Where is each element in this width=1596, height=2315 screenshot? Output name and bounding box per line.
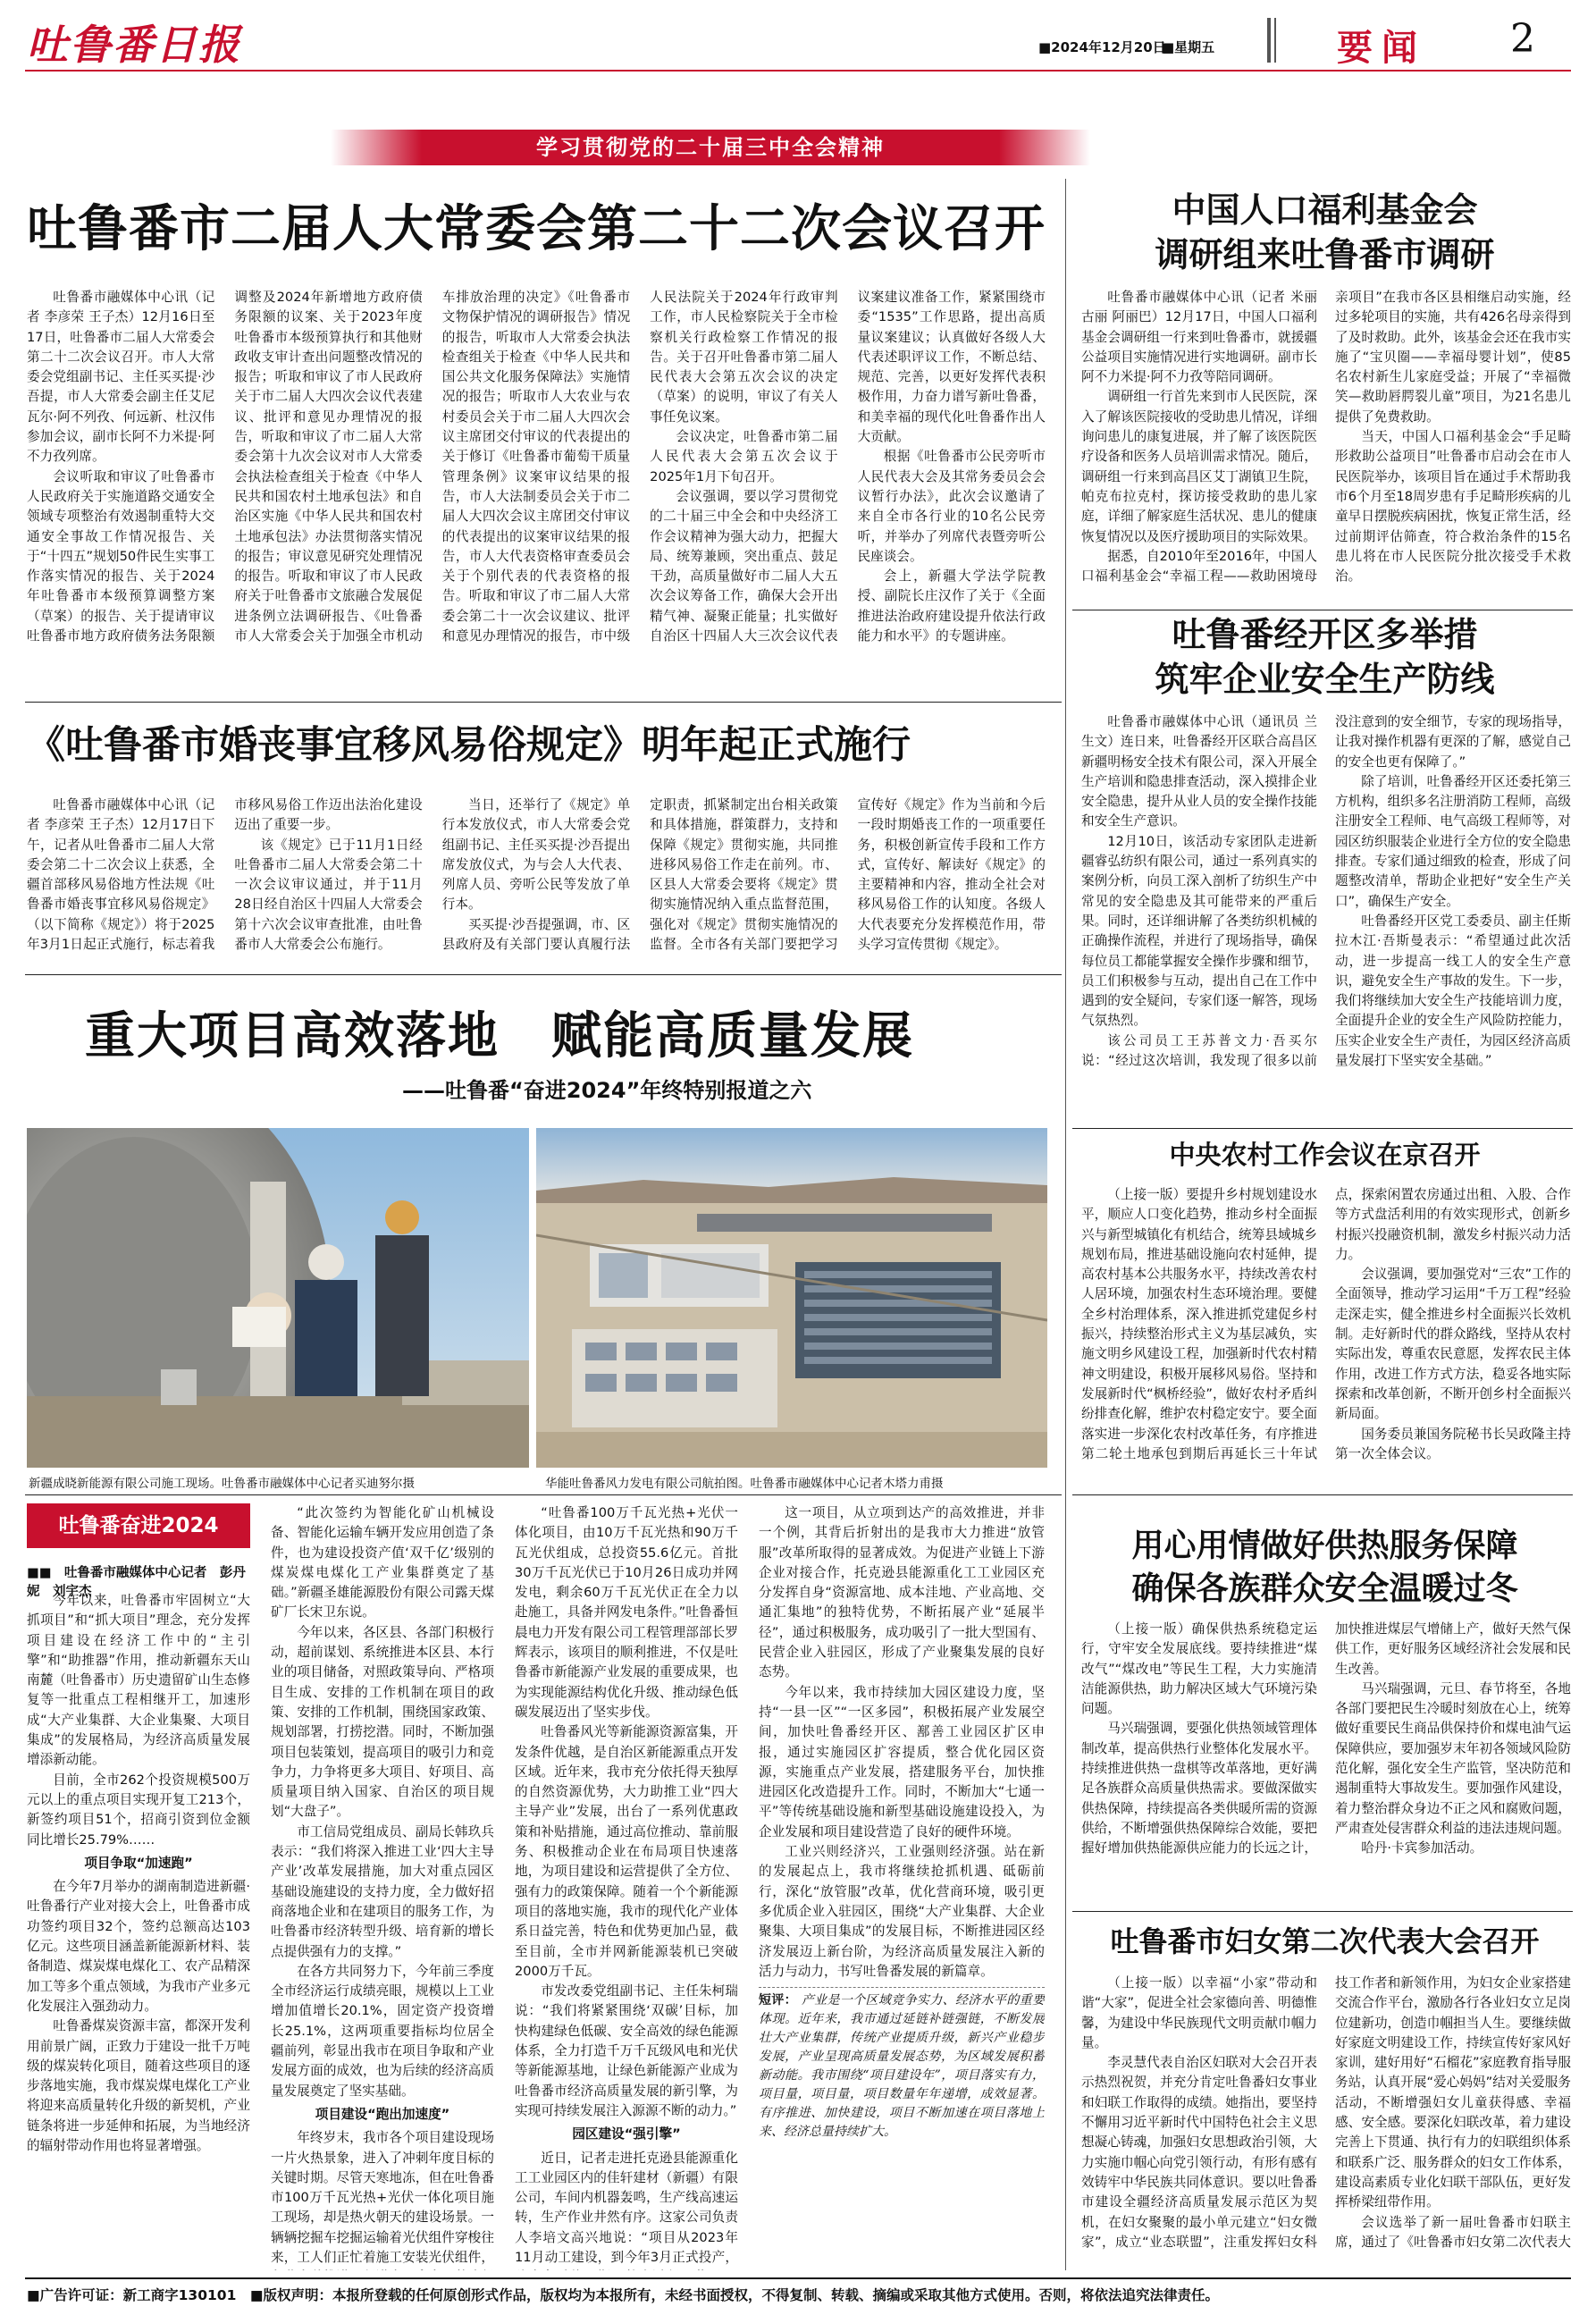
theme-banner bbox=[331, 130, 1090, 165]
article-3-subtitle: ——吐鲁番“奋进2024”年终特别报道之六 bbox=[402, 1078, 812, 1103]
s5-paragraph: 会议选举了新一届吐鲁番市妇联主席，通过了《吐鲁番市妇女第二次代表大 bbox=[1335, 2214, 1571, 2250]
section-name: 要闻 bbox=[1337, 27, 1426, 69]
s3-paragraph: （上接一版）要提升乡村规划建设水平，顺应人口变化趋势，推动乡村全面振兴与新型城镇化有机结合，统筹县域城乡规划布局，推进基础设施向农村延伸，提高农村基本公共服务水平，持续改善农村人居环境，加强农村生态环境治理。要健全乡村治理体系，深入推进抓党建促乡村振兴，持续整治形式主义为基层减负，实施文明乡风建设工程，加强新时代农村精神文明建设，积极开展移风易俗。坚持和发展新时代“枫桥经验”，做好农村矛盾纠纷排查化解，维护农村稳定安宁。要全面落实进一步深化农村改革任务，有序推进第二轮土地承包到期后再延长三十年试点，探索闲置农房通过出租、入股、合作等方式盘活利用的有效实现形式，创新乡村振兴投融资机制，激发乡村振兴动力活力。 bbox=[1081, 1187, 1571, 1461]
right-photo-caption: 华能吐鲁番风力发电有限公司航拍图。吐鲁番市融媒体中心记者木塔力甫摄 bbox=[545, 1477, 944, 1491]
article-1-body bbox=[27, 288, 1046, 694]
left-photo-caption: 新疆成晓新能源有限公司施工现场。吐鲁番市融媒体中心记者买迪努尔摄 bbox=[29, 1477, 415, 1491]
issue-weekday: ■星期五 bbox=[1162, 39, 1215, 55]
a3-paragraph: 吐鲁番煤炭资源丰富，都深开发利用前景广阔，正致力于建设一批千万吨级的煤炭转化项目，随着这些项目的逐步落地实施，我市煤炭煤电煤化工产业将迎来高质量转化升级的新契机，产业链条将进一步延伸和拓展，为当地经济的辐射带动作用也将显著增强。 bbox=[27, 2018, 250, 2154]
a2-paragraph: 当日，还举行了《规定》单行本发放仪式，市人大常委会党组副书记、主任买买提·沙吾提出席发放仪式，为与会人大代表、列席人员、旁听公民等发放了单行本。 bbox=[441, 797, 631, 913]
a1-paragraph: 会议决定，吐鲁番市第二届人民代表大会第五次会议于2025年1月下旬召开。 bbox=[650, 429, 838, 484]
s4-paragraph: 马兴瑞强调，要强化供热领域管理体制改革，提高供热行业整体化发展水平。持续推进供热一盘棋等改革落地，更好满足各族群众高质量供热需求。要做深做实供热保障，持续提高各类供暖所需的资源供给，不断增强供热保障综合效能，要把握好增加供热能源供应能力的长远之计，加快推进煤层气增储上产，做好天然气保供工作，更好服务区域经济社会发展和民生改善。 bbox=[1081, 1621, 1571, 1856]
a3-paragraph: 吐鲁番风光等新能源资源富集，开发条件优越，是自治区新能源重点开发区域。近年来，我市充分依托得天独厚的自然资源优势，大力助推工业“四大主导产业”发展，出台了一系列优惠政策和补贴措施，通过高位推动、靠前服务、积极推动企业在布局项目快速落地，为项目建设和运营提供了全方位、强有力的政策保障。随着一个个新能源项目的落地实施，我市的现代化产业体系日益完善，特色和优势更加凸显，截至目前，全市并网新能源装机已突破2000万千瓦。 bbox=[515, 1724, 738, 1979]
column-tag-text: 吐鲁番奋进2024 bbox=[58, 1514, 219, 1537]
section-divider-2 bbox=[1274, 18, 1276, 63]
page-number: 2 bbox=[1510, 16, 1535, 62]
a3-paragraph: “此次签约为智能化矿山机械设备、智能化运输车辆开发应用创造了条件，也为建设投资产值‘双千亿’级别的煤炭煤电煤化工产业集群奠定了基础。”新疆圣雄能源股份有限公司露天煤矿厂长宋卫东说。 bbox=[271, 1505, 494, 1620]
column-tag bbox=[27, 1503, 250, 1548]
a1-paragraph: 会议听取和审议了吐鲁番市人民政府关于实施道路交通安全领域专项整治有效遏制重特大交通安全事故工作情况报告、关于“十四五”规划50件民生实事工作落实情况的报告、关于2024年吐鲁番市本级预算调整方案（草案）的报告、关于提请审议吐鲁番市地方政府债务法务限额调整及2024年新增地方政府债务限额的议案、关于2023年度吐鲁番市本级预算执行和其他财政收支审计查出问题整改情况的报告；听取和审议了市人民政府关于市二届人大四次会议代表建议、批评和意见办理情况的报告，听取和审议了市二届人大常委会第十九次会议对市人大常委会执法检查组关于检查《中华人民共和国农村土地承包法》和自治区实施《中华人民共和国农村土地承包法》办法贯彻落实情况的报告；审议意见研究处理情况的报告。听取和审议了市人民政府关于吐鲁番市文旅融合发展促进条例立法调研报告、《吐鲁番市人大常委会关于加强全市机动车排放治理的决定》《吐鲁番市文物保护情况的调研报告》情况的报告，听取市人大常委会执法检查组关于检查《中华人民共和国公共文化服务保障法》实施情况的报告；听取市人大农业与农村委员会关于市二届人大四次会议主席团交付审议的代表提出的关于修订《吐鲁番市葡萄干质量管理条例》议案审议结果的报告，市人大法制委员会关于市二届人大四次会议主席团交付审议的代表提出的议案审议结果的报告，市人大代表资格审查委员会关于个别代表的代表资格的报告。听取和审议了市二届人大常委会第二十一次会议建议、批评和意见办理情况的报告，市中级人民法院关于2024年行政审判工作，市人民检察院关于全市检察机关行政检察工作情况的报告。关于召开吐鲁番市第二届人民代表大会第五次会议的决定（草案）的说明，审议了有关人事任免议案。 bbox=[27, 290, 838, 644]
column-divider bbox=[1065, 179, 1066, 2270]
banner-text: 学习贯彻党的二十届三中全会精神 bbox=[536, 135, 885, 160]
s1-paragraph: 当天，中国人口福利基金会“手足畸形救助公益项目”吐鲁番市启动会在市人民医院举办，该项目旨在通过手术帮助我市6个月至18周岁患有手足畸形疾病的儿童早日摆脱疾病困扰，恢复正常生活，经过前期评估筛查，符合救治条件的15名患儿将在市人民医院分批次接受手术救治。 bbox=[1335, 429, 1571, 585]
sidebar-1-title bbox=[1077, 188, 1573, 277]
s2-paragraph: 该公司员工王苏普文力·吾买尔说：“经过这次培训，我发现了很多以前没注意到的安全细节，专家的现场指导，让我对操作机器有更深的了解，感觉自己的安全也更有保障了。” bbox=[1081, 714, 1571, 1069]
divider bbox=[1072, 1494, 1573, 1495]
article-3-byline: ■■ 吐鲁番市融媒体中心记者 彭丹妮 刘宇杰 bbox=[27, 1566, 246, 1599]
commentary-text: 产业是一个区域竞争实力、经济水平的重要体现。近年来，我市通过延链补链强链，不断发展壮大产业集群，传统产业提质升级，新兴产业稳步发展，产业呈现高质量发展态势，为区域发展积蓄新动能。我市围绕“项目建设年”，项目落实有力，项目量，项目量，项目数量年年递增，成效显著。有序推进、加快建设，项目不断加速在项目落地上来、经济总量持续扩大。 bbox=[759, 1993, 1045, 2140]
s1-paragraph: 据悉，自2010年至2016年，中国人口福利基金会“幸福工程——救助困境母亲项目”在我市各区县相继启动实施，经过多轮项目的实施，共有426名母亲得到了及时救助。此外，该基金会还在我市实施了“宝贝圈——幸福母婴计划”，使85名农村新生儿家庭受益；开展了“幸福微笑—救助唇腭裂儿童”项目，为21名患儿提供了免费救助。 bbox=[1081, 290, 1571, 585]
s1-paragraph: 吐鲁番市融媒体中心讯（记者 米丽古丽 阿丽巴）12月17日，中国人口福利基金会调研组一行来到吐鲁番市，就援疆公益项目实施情况进行实地调研。副市长阿不力米提·阿不力孜等陪同调研。 bbox=[1081, 290, 1317, 385]
s2-paragraph: 12月10日，该活动专家团队走进新疆睿弘纺织有限公司，通过一系列真实的案例分析，向员工深入剖析了纺织生产中常见的安全隐患及其可能带来的严重后果。同时，还详细讲解了各类纺织机械的正确操作流程，并进行了现场指导，确保每位员工都能掌握安全操作步骤和细节，员工们积极参与互动，提出自己在工作中遇到的安全疑问，专家们逐一解答，现场气氛热烈。 bbox=[1081, 833, 1317, 1029]
issue-date: ■2024年12月20日 bbox=[1038, 39, 1166, 55]
article-1-title: 吐鲁番市二届人大常委会第二十二次会议召开 bbox=[27, 199, 1046, 258]
sidebar-2-title-line: 筑牢企业安全生产防线 bbox=[1155, 659, 1495, 699]
divider bbox=[25, 1494, 1062, 1495]
sidebar-5-title: 吐鲁番市妇女第二次代表大会召开 bbox=[1110, 1924, 1540, 1958]
s2-paragraph: 除了培训，吐鲁番经开区还委托第三方机构，组织多名注册消防工程师，高级注册安全工程师、电气高级工程师等，对园区纺织服装企业进行全方位的安全隐患排查。专家们通过细致的检查，形成了问题整改清单，帮助企业把好“安全生产关口”，确保生产安全。 bbox=[1335, 773, 1571, 909]
sidebar-1-title-line: 调研组来吐鲁番市调研 bbox=[1155, 234, 1495, 274]
divider bbox=[1072, 1128, 1573, 1129]
article-3-col-1 bbox=[27, 1591, 250, 2270]
s3-paragraph: 会议强调，要加强党对“三农”工作的全面领导，推动学习运用“千万工程”经验走深走实，健全推进乡村全面振兴长效机制。走好新时代的群众路线，坚持从农村实际出发，尊重农民意愿，发挥农民主体作用，改进工作方式方法，稳妥各地实际探索和改革创新，不断开创乡村全面振兴新局面。 bbox=[1335, 1267, 1571, 1422]
masthead bbox=[0, 0, 1596, 72]
a3-paragraph: 近日，记者走进托克逊县能源重化工工业园区内的佳轩建材（新疆）有限公司，车间内机器轰鸣，生产线高速运转，生产作业井然有序。这家公司负责人李培文高兴地说：“项目从2023年11月动工建设，到今年3月正式投产， bbox=[515, 2150, 738, 2265]
a3-paragraph: 今年以来，我市持续加大园区建设力度，坚持“一县一区”“一区多园”，积极拓展产业发展空间，加快吐鲁番经开区、鄯善工业园区扩区申报，通过实施园区扩容提质，整合优化园区资源，实施重点产业发展，搭建服务平台，加快推进园区化改造提升工作。同时，不断加大“七通一平”等传统基础设施和新型基础设施建设投入，为企业发展和项目建设营造了良好的硬件环境。 bbox=[759, 1684, 1045, 1839]
s2-paragraph: 吐鲁番市融媒体中心讯（通讯员 兰生文）连日来，吐鲁番经开区联合高昌区新疆明杨安全技术有限公司，深入开展全生产培训和隐患排查活动，深入摸排企业安全隐患，提升从业人员的安全操作技能和安全生产意识。 bbox=[1081, 714, 1317, 829]
a3-paragraph: 市发改委党组副书记、主任朱柯瑞说：“我们将紧紧围绕‘双碳’目标，加快构建绿色低碳、安全高效的绿色能源体系，全力打造千万千瓦级风电和光伏等新能源基地，让绿色新能源产业成为吐鲁番市经济高质量发展的新引擎，为实现可持续发展注入源源不断的动力。” bbox=[515, 1983, 738, 2118]
article-3-col-4 bbox=[759, 1503, 1045, 2270]
sidebar-4-title-line: 用心用情做好供热服务保障 bbox=[1131, 1527, 1518, 1564]
sidebar-1-title-line: 中国人口福利基金会 bbox=[1172, 189, 1478, 230]
a3-subheading: 项目争取“加速跑” bbox=[84, 1855, 193, 1871]
sidebar-2-body bbox=[1081, 712, 1571, 1124]
a3-subheading: 项目建设“跑出加速度” bbox=[315, 2106, 450, 2122]
sidebar-2-title bbox=[1077, 612, 1573, 702]
aerial-plant-illustration bbox=[536, 1128, 1047, 1468]
s5-paragraph: （上接一版）以幸福“小家”带动和谐“大家”，促进全社会家德向善、明德惟馨，为建设中华民族现代文明贡献巾帼力量。 bbox=[1081, 1975, 1317, 2050]
a2-paragraph: 吐鲁番市融媒体中心讯（记者 李彦荣 王子杰）12月17日下午，记者从吐鲁番市二届人大常委会第二十二次会议上获悉，全疆首部移风易俗地方性法规《吐鲁番市婚丧事宜移风易俗规定》（以下简称《规定》）将于2025年3月1日起正式施行，标志着我市移风易俗工作迈出法治化建设迈出了重要一步。 bbox=[27, 797, 423, 953]
a3-paragraph: 这一项目，从立项到达产的高效推进，并非一个例，其背后折射出的是我市大力推进“放管服”改革所取得的显著成效。为促进产业链上下游企业对接合作，托克逊县能源重化工工业园区充分发挥自身“资源富地、成本洼地、产业高地、交通汇集地”的独特优势，不断拓展产业“延展半径”，通过积极服务，成功吸引了一批大型国有、民营企业入驻园区，形成了产业聚集发展的良好态势。 bbox=[759, 1505, 1045, 1680]
s4-paragraph: 哈丹·卡宾参加活动。 bbox=[1361, 1840, 1483, 1856]
sidebar-3-body bbox=[1081, 1185, 1571, 1480]
sidebar-2-title-line: 吐鲁番经开区多举措 bbox=[1172, 614, 1478, 654]
commentary-title: 短评： bbox=[759, 1993, 798, 2008]
a1-paragraph: 会议强调，要以学习贯彻党的二十届三中全会和中央经济工作会议精神为强大动力，把握大局、统筹兼顾，突出重点、鼓足干劲，高质量做好市二届人大五次会议筹备工作，确保大会开出精气神、凝聚正能量；扎实做好自治区十四届人大三次会议代表议案建议准备工作，紧紧围绕市委“1535”工作思路，提出高质量议案建议；认真做好各级人大代表述职评议工作，不断总结、规范、完善，以更好发挥代表积极作用，力奋力谱写新吐鲁番，和美幸福的现代化吐鲁番作出人大贡献。 bbox=[650, 290, 1046, 644]
a1-paragraph: 吐鲁番市融媒体中心讯（记者 李彦荣 王子杰）12月16日至17日，吐鲁番市二届人大常委会第二十二次会议召开。市人大常委会党组副书记、主任买买提·沙吾提，市人大常委会副主任艾尼瓦尔·阿不列孜、何远新、杜汉伟参加会议，副市长阿不力米提·阿不力孜列席。 bbox=[27, 290, 215, 465]
article-3-col-3 bbox=[515, 1503, 738, 2270]
divider bbox=[1072, 1911, 1573, 1912]
aerial-power-plant-photo bbox=[536, 1128, 1047, 1468]
newspaper-logo: 吐鲁番日报 bbox=[27, 21, 241, 69]
s5-paragraph: 李灵慧代表自治区妇联对大会召开表示热烈祝贺，并充分肯定吐鲁番妇女事业和妇联工作取得的成绩。她指出，要坚持不懈用习近平新时代中国特色社会主义思想凝心铸魂，加强妇女思想政治引领，大力实施巾帼心向党引领行动，有形有感有效铸牢中华民族共同体意识。要以吐鲁番市建设全疆经济高质量发展示范区为契机，在妇女聚聚的最小单元建立“妇女微家”，成立“业态联盟”，注重发挥妇女科技工作者和新领作用，为妇女企业家搭建交流合作平台，激励各行各业妇女立足岗位建新功，创造巾帼担当人生。要继续做好家庭文明建设工作，持续宣传好家风好家训，建好用好“石榴花”家庭教育指导服务站，认真开展“爱心妈妈”结对关爱服务活动，不断增强妇女儿童获得感、幸福感、安全感。要深化妇联改革，着力建设完善上下贯通、执行有力的妇联组织体系和联系广泛、服务群众的妇女工作体系，建设高素质专业化妇联干部队伍，更好发挥桥梁纽带作用。 bbox=[1081, 1975, 1571, 2250]
a2-paragraph: 该《规定》已于11月1日经吐鲁番市二届人大常委会第二十一次会议审议通过，并于11月28日经自治区十四届人大常委会第十六次会议审查批准，由吐鲁番市人大常委会公布施行。 bbox=[234, 837, 423, 953]
construction-site-photo bbox=[27, 1128, 529, 1468]
a1-paragraph: 根据《吐鲁番市公民旁听市人民代表大会及其常务委员会会议暂行办法》，此次会议邀请了来自全市各行业的10名公民旁听，并举办了列席代表暨旁听公民座谈会。 bbox=[857, 449, 1046, 564]
s4-paragraph: （上接一版）确保供热系统稳定运行，守牢安全发展底线。要持续推进“煤改气”“煤改电”等民生工程，大力实施清洁能源供热，助力解决区域大气环境污染问题。 bbox=[1081, 1621, 1317, 1717]
sidebar-3-title: 中央农村工作会议在京召开 bbox=[1169, 1140, 1481, 1170]
a3-paragraph: 今年以来，吐鲁番市牢固树立“大抓项目”和“抓大项目”理念，充分发挥项目建设在经济工作中的“主引擎”和“助推器”作用，推动新疆东天山南麓（吐鲁番市）历史遗留矿山生态修复等一批重点工程相继开工，加速形成“大产业集群、大企业集聚、大项目集成”的发展格局，为经济高质量发展增添新动能。 bbox=[27, 1593, 250, 1768]
sidebar-4-title-line: 确保各族群众安全温暖过冬 bbox=[1131, 1570, 1518, 1607]
article-2-title: 《吐鲁番市婚丧事宜移风易俗规定》明年起正式施行 bbox=[27, 723, 911, 768]
a3-paragraph: 在各方共同努力下，今年前三季度全市经济运行成绩亮眼，规模以上工业增加值增长20.1%，固定资产投资增长25.1%，这两项重要指标均位居全疆前列，彰显出我市在项目争取和产业发展方面的成效，也为后续的经济高质量发展奠定了坚实基础。 bbox=[271, 1963, 494, 2099]
masthead-rule bbox=[25, 70, 1571, 72]
footer-rule bbox=[25, 2277, 1571, 2279]
a1-paragraph: 会上，新疆大学法学院教授、副院长庄汉作了关于《全面推进法治政府建设提升依法行政能力和水平》的专题讲座。 bbox=[857, 568, 1046, 644]
a3-paragraph: 今年以来，各区县、各部门积极行动，超前谋划、系统推进本区县、本行业的项目储备，对照政策导向、严格项目生成、安排的工作机制在项目的政策、安排的工作机制，围绕国家政策、规划部署，打捞挖潜。同时，不断加强项目包装策划，提高项目的吸引力和竞争力，力争将更多大项目、好项目、高质量项目纳入国家、自治区的项目规划“大盘子”。 bbox=[271, 1624, 494, 1820]
a3-paragraph: 在今年7月举办的湖南制造进新疆·吐鲁番行产业对接大会上，吐鲁番市成功签约项目32个，签约总额高达103亿元。这些项目涵盖新能源新材料、装备制造、煤炭煤电煤化工、农产品精深加工等多个重点领域，为我市产业多元化发展注入强劲动力。 bbox=[27, 1879, 250, 2014]
s1-paragraph: 调研组一行首先来到市人民医院，深入了解该医院接收的受助患儿情况，详细询问患儿的康复进展，并了解了该医院医疗设备和医务人员培训需求情况。随后，调研组一行来到高昌区艾丁湖镇卫生院，帕克布拉克村，探访接受救助的患儿家庭，详细了解家庭生活状况、患儿的健康恢复情况以及医疗援助项目的实际效果。 bbox=[1081, 389, 1317, 544]
short-commentary bbox=[759, 1987, 1045, 2142]
a3-paragraph: 市工信局党组成员、副局长韩玖兵表示：“我们将深入推进工业‘四大主导产业’改革发展措施，加大对重点园区基础设施建设的支持力度，全力做好招商落地企业和在建项目的服务工作，为吐鲁番市经济转型升级、培育新的增长点提供强有力的支撑。” bbox=[271, 1823, 494, 1959]
s4-paragraph: 马兴瑞强调，元旦、春节将至，各地各部门要把民生冷暖时刻放在心上，统筹做好重要民生商品供保持价和煤电油气运保障供应，要加强岁末年初各领域风险防范化解，强化安全生产监管，坚决防范和遏制重特大事故发生。要加强作风建设，着力整治群众身边不正之风和腐败问题，严肃查处侵害群众利益的违法违规问题。 bbox=[1335, 1680, 1571, 1836]
sidebar-4-title bbox=[1077, 1524, 1573, 1610]
article-2-body bbox=[27, 796, 1046, 965]
a3-paragraph: 工业兴则经济兴，工业强则经济强。站在新的发展起点上，我市将继续抢抓机遇、砥砺前行，深化“放管服”改革，优化营商环境，吸引更多优质企业入驻园区，围绕“大产业集群、大企业聚集、大项目集成”的发展目标，不断推进园区经济发展迈上新台阶，为经济高质量发展注入新的活力与动力，书写吐鲁番发展的新篇章。 bbox=[759, 1844, 1045, 1979]
sidebar-4-body bbox=[1081, 1620, 1571, 1906]
a2-paragraph: 买买提·沙吾提强调，市、区县政府及有关部门要认真履行法定职责，抓紧制定出台相关政策和具体措施，群策群力，支持和保障《规定》贯彻实施，共同推进移风易俗工作走在前列。市、区县人大常委会要将《规定》贯彻实施情况纳入重点监督范围，强化对《规定》贯彻实施情况的监督。全市各有关部门要把学习宣传好《规定》作为当前和今后一段时期婚丧工作的一项重要任务，积极创新宣传手段和工作方式，宣传好、解读好《规定》的主要精神和内容，推动全社会对移风易俗工作的认知度。各级人大代表要充分发挥模范作用，带头学习宣传贯彻《规定》。 bbox=[441, 797, 1046, 953]
divider bbox=[25, 702, 1062, 703]
a3-paragraph: “吐鲁番100万千瓦光热+光伏一体化项目，由10万千瓦光热和90万千瓦光伏组成，总投资55.6亿元。首批30万千瓦光伏已于10月26日成功并网发电，剩余60万千瓦光伏正在全力以赴施工，具备并网发电条件。”吐鲁番恒晨电力开发有限公司工程管理部部长罗辉表示，该项目的顺利推进，不仅是吐鲁番市新能源产业发展的重要成果，也为实现能源结构优化升级、推动绿色低碳发展迈出了坚实步伐。 bbox=[515, 1505, 738, 1720]
a3-paragraph: 年终岁末，我市各个项目建设现场一片火热景象，进入了冲刺年度目标的关键时期。尽管天寒地冻，但在吐鲁番市100万千瓦光热+光伏一体化项目施工现场，却是热火朝天的建设场景。一辆辆挖掘车挖掘运输着光伏组件穿梭往来，工人们正忙着施工安装光伏组件， bbox=[271, 2130, 494, 2265]
section-divider bbox=[1267, 18, 1271, 63]
a3-paragraph: 目前，全市262个投资规模500万元以上的重点项目实现开复工213个，新签约项目51个，招商引资到位金额同比增长25.79%…… bbox=[27, 1772, 250, 1848]
construction-site-illustration bbox=[27, 1128, 529, 1468]
s2-paragraph: 吐鲁番经开区党工委委员、副主任斯拉木江·吾斯曼表示：“希望通过此次活动，进一步提高一线工人的安全生产意识，避免安全生产事故的发生。下一步，我们将继续加大安全生产技能培训力度，全面提升企业的安全生产风险防控能力，压实企业安全生产责任，为园区经济高质量发展打下坚实安全基础。” bbox=[1335, 913, 1571, 1069]
a3-subheading: 园区建设“强引擎” bbox=[572, 2126, 681, 2142]
sidebar-5-body bbox=[1081, 1974, 1571, 2269]
article-3-col-2 bbox=[271, 1503, 494, 2270]
footer-notice: ■广告许可证：新工商字130101 ■版权声明：本报所登载的任何原创形式作品，版权均为本报所有，未经书面授权，不得复制、转载、摘编或采取其他方式使用。否则，将依法追究法律责任。 bbox=[27, 2287, 1220, 2303]
article-3-title: 重大项目高效落地 赋能高质量发展 bbox=[85, 1007, 914, 1065]
divider bbox=[25, 974, 1062, 975]
s3-paragraph: 国务委员兼国务院秘书长吴政隆主持第一次全体会议。 bbox=[1335, 1426, 1571, 1461]
